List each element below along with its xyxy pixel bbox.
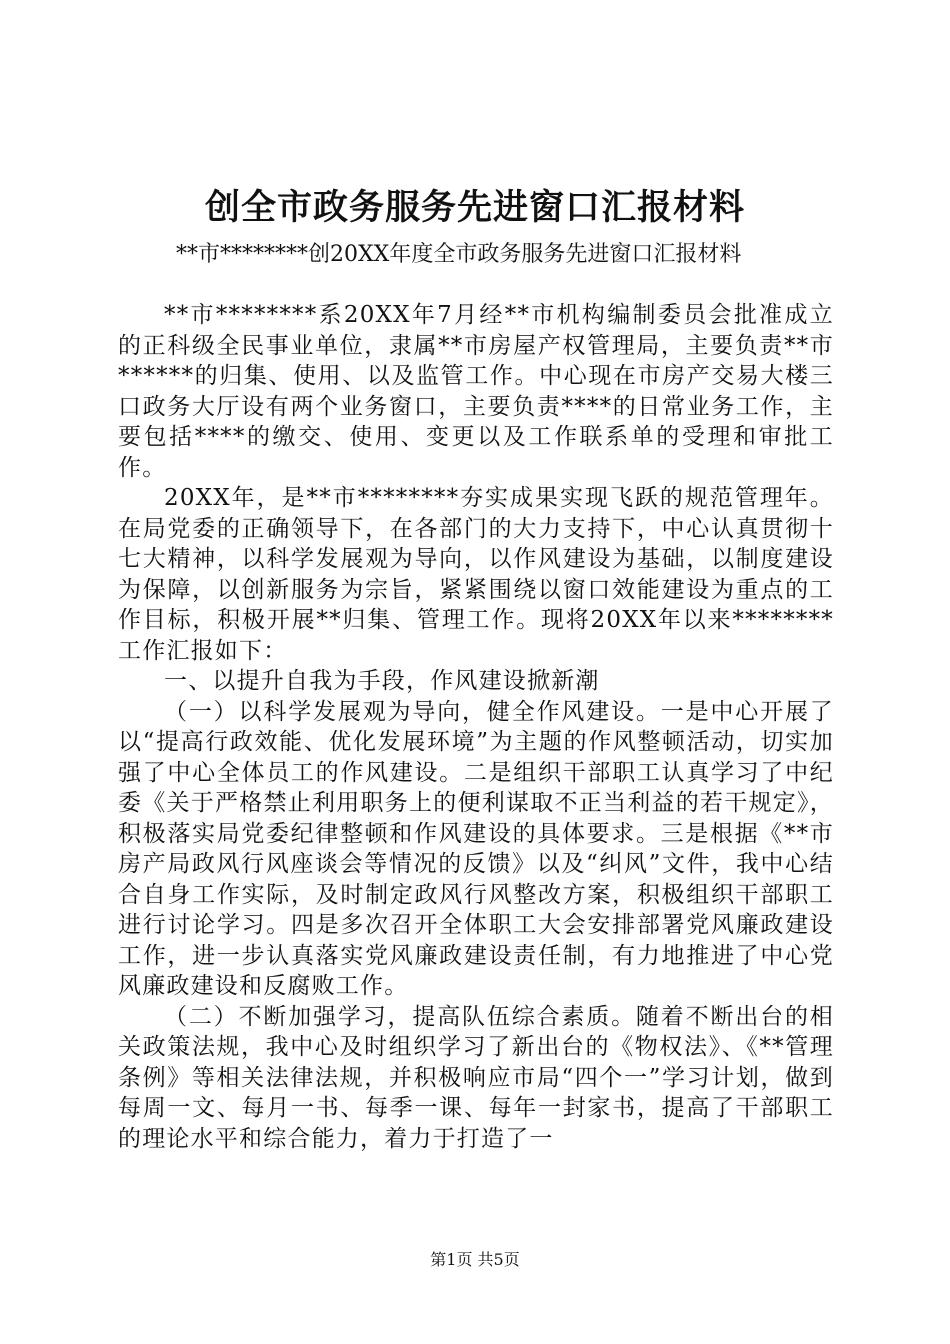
paragraph: （二）不断加强学习，提高队伍综合素质。随着不断出台的相关政策法规，我中心及时组织学习了新出台的《物权法》、《**管理条例》等相关法律法规，并积极响应市局“四个一”学习计划，做到每周一文、每月一书、每季一课、每年一封家书，提高了干部职工的理论水平和综合能力，着力于打造了一: [118, 1003, 834, 1152]
document-title: 创全市政务服务先进窗口汇报材料: [204, 187, 745, 228]
document-subtitle: **市********创20XX年度全市政务服务先进窗口汇报材料: [176, 242, 742, 267]
paragraph: （一）以科学发展观为导向，健全作风建设。一是中心开展了以“提高行政效能、优化发展环境”为主题的作风整顿活动，切实加强了中心全体员工的作风建设。二是组织干部职工认真学习了中纪委《关于严格禁止利用职务上的便利谋取不正当利益的若干规定》，积极落实局党委纪律整顿和作风建设的具体要求。三是根据《**市房产局政风行风座谈会等情况的反馈》以及“纠风”文件，我中心结合自身工作实际，及时制定政风行风整改方案，积极组织干部职工进行讨论学习。四是多次召开全体职工大会安排部署党风廉政建设工作，进一步认真落实党风廉政建设责任制，有力地推进了中心党风廉政建设和反腐败工作。: [118, 698, 834, 999]
paragraph: **市********系20XX年7月经**市机构编制委员会批准成立的正科级全民事业单位，隶属**市房屋产权管理局，主要负责**市******的归集、使用、以及监管工作。中心现在市房产交易大楼三口政务大厅设有两个业务窗口，主要负责****的日常业务工作，主要包括****的缴交、使用、变更以及工作联系单的受理和审批工作。: [118, 302, 834, 481]
paragraph: 20XX年，是**市********夯实成果实现飞跃的规范管理年。在局党委的正确领导下，在各部门的大力支持下，中心认真贯彻十七大精神，以科学发展观为导向，以作风建设为基础，以制度建设为保障，以创新服务为宗旨，紧紧围绕以窗口效能建设为重点的工作目标，积极开展**归集、管理工作。现将20XX年以来********工作汇报如下：: [118, 485, 834, 664]
page-number-footer: 第1页 共5页: [430, 1250, 520, 1269]
section-heading: 一、以提升自我为手段，作风建设掀新潮: [164, 668, 600, 694]
document-body: [118, 300, 834, 1154]
